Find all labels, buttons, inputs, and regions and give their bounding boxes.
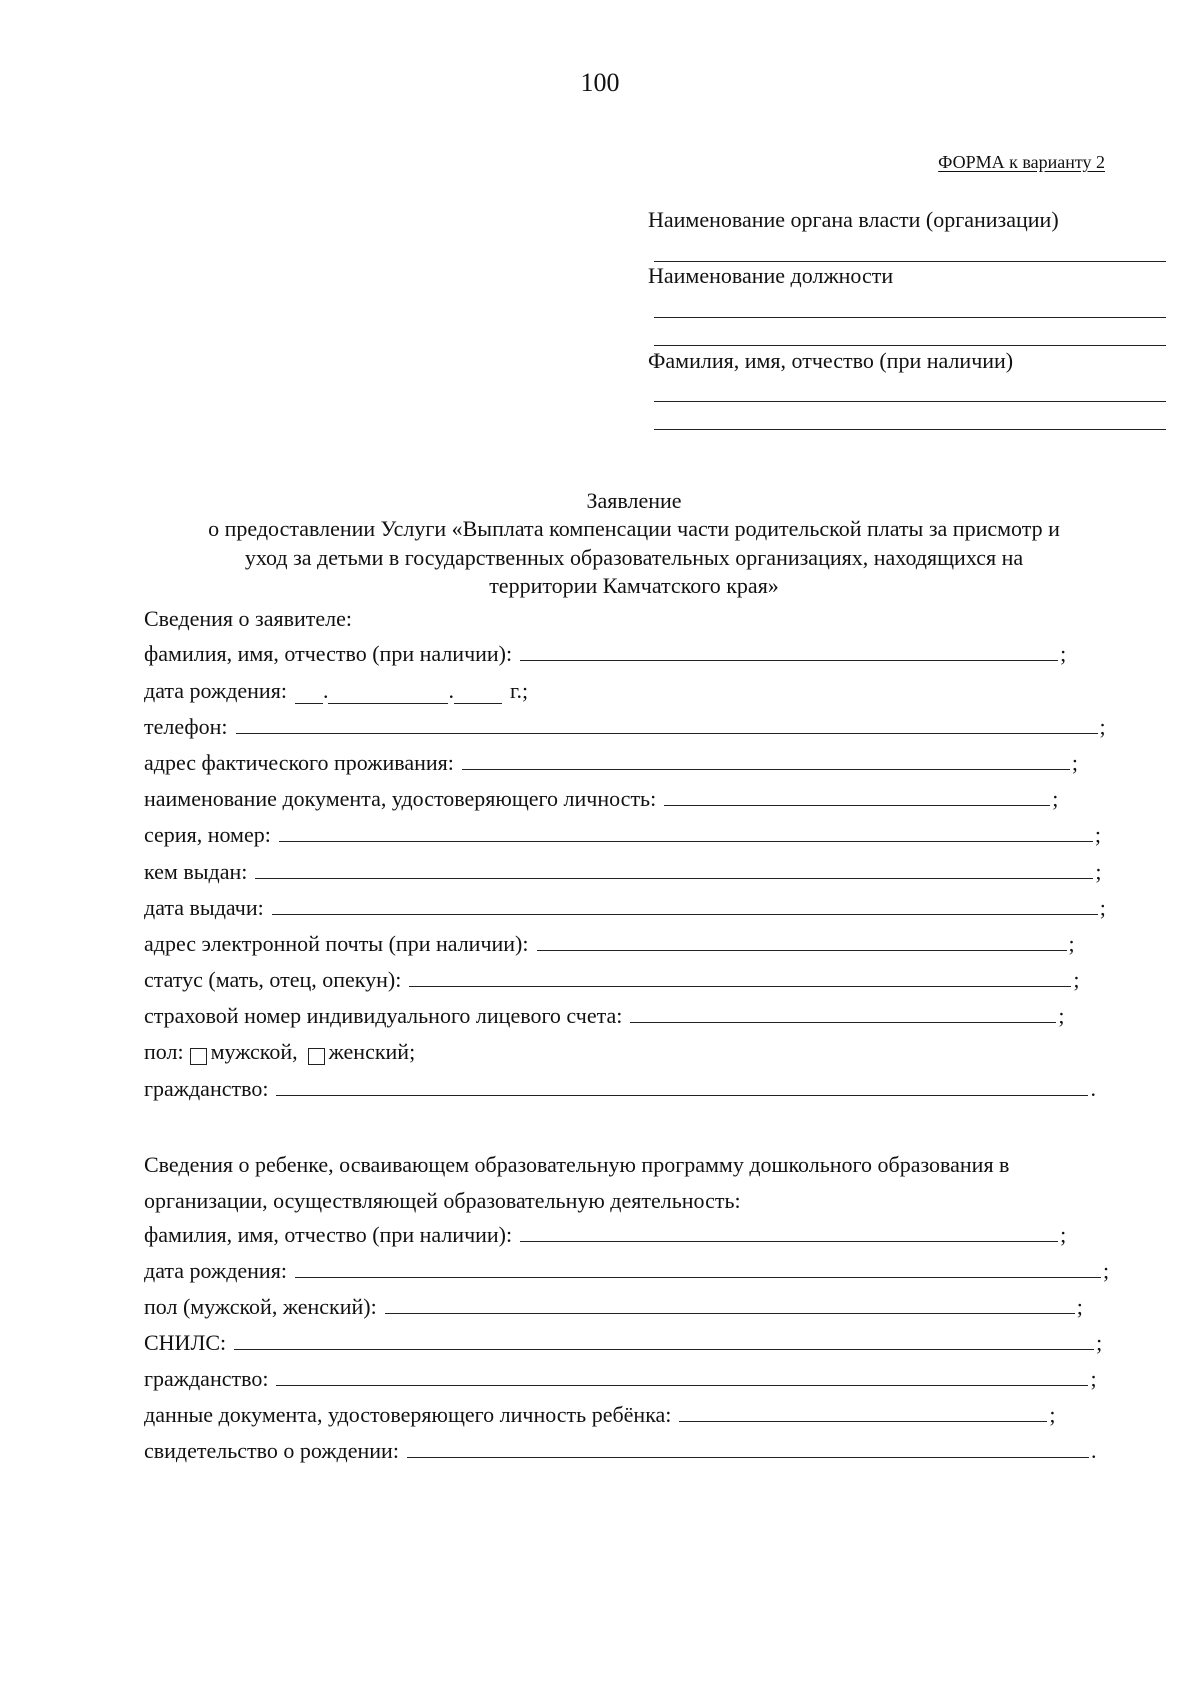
applicant-email-field[interactable] — [537, 949, 1067, 951]
birth-month-field[interactable] — [328, 702, 448, 704]
applicant-section-heading: Сведения о заявителе: — [144, 606, 353, 631]
child-id-doc-field[interactable] — [679, 1420, 1047, 1422]
applicant-series-number-label: серия, номер: — [144, 822, 271, 847]
semicolon: ; — [1073, 967, 1080, 992]
title-line-3: территории Камчатского края» — [489, 573, 779, 598]
semicolon: ; — [1076, 1294, 1083, 1319]
semicolon: ; — [1094, 822, 1101, 847]
applicant-status-label: статус (мать, отец, опекун): — [144, 967, 402, 992]
applicant-address-field[interactable] — [462, 768, 1070, 770]
gender-female-checkbox[interactable] — [308, 1048, 325, 1065]
applicant-gender-row — [144, 1035, 415, 1065]
child-snils-field[interactable] — [234, 1348, 1094, 1350]
semicolon: ; — [1068, 931, 1075, 956]
period: . — [1090, 1076, 1096, 1101]
applicant-fio-row — [144, 637, 1066, 667]
applicant-snils-label: страховой номер индивидуального лицевого счета: — [144, 1003, 623, 1028]
semicolon: ; — [1096, 1330, 1103, 1355]
semicolon: ; — [1071, 750, 1078, 775]
applicant-address-row — [144, 746, 1078, 776]
child-birth-certificate-row — [144, 1434, 1096, 1464]
applicant-series-number-field[interactable] — [279, 840, 1093, 842]
applicant-fio-field[interactable] — [520, 659, 1058, 661]
applicant-citizenship-row — [144, 1072, 1096, 1102]
semicolon: ; — [1049, 1402, 1056, 1427]
child-snils-row — [144, 1326, 1102, 1356]
semicolon: ; — [1090, 1366, 1097, 1391]
applicant-citizenship-field[interactable] — [276, 1094, 1088, 1096]
applicant-issued-by-label: кем выдан: — [144, 859, 248, 884]
child-citizenship-row — [144, 1362, 1097, 1392]
child-fio-label: фамилия, имя, отчество (при наличии): — [144, 1222, 513, 1247]
period: . — [1090, 1438, 1097, 1463]
applicant-issued-by-field[interactable] — [255, 877, 1093, 879]
semicolon: ; — [1060, 641, 1067, 666]
authority-label: Наименование органа власти (организации) — [648, 207, 1059, 232]
applicant-snils-row — [144, 999, 1064, 1029]
position-field-line-2[interactable] — [654, 345, 1166, 346]
semicolon: ; — [1058, 1003, 1065, 1028]
applicant-phone-row — [144, 710, 1106, 740]
child-fio-field[interactable] — [520, 1240, 1058, 1242]
applicant-status-field[interactable] — [409, 985, 1071, 987]
applicant-id-doc-label: наименование документа, удостоверяющего личность: — [144, 786, 657, 811]
year-suffix: г.; — [509, 678, 529, 703]
title-line-1: о предоставлении Услуги «Выплата компенсации части родительской платы за присмотр и — [208, 516, 1060, 541]
applicant-citizenship-label: гражданство: — [144, 1076, 269, 1101]
fio-field-line-1[interactable] — [654, 401, 1166, 402]
child-citizenship-field[interactable] — [276, 1384, 1088, 1386]
child-gender-row — [144, 1290, 1083, 1320]
child-birth-date-field[interactable] — [295, 1276, 1101, 1278]
applicant-birth-date-label: дата рождения: — [144, 678, 287, 703]
fio-label: Фамилия, имя, отчество (при наличии) — [648, 348, 1014, 373]
authority-field[interactable] — [654, 261, 1166, 262]
child-birth-date-row — [144, 1254, 1109, 1284]
gender-female-label: женский; — [328, 1039, 416, 1064]
applicant-series-number-row — [144, 818, 1101, 848]
applicant-id-doc-row — [144, 782, 1058, 812]
child-gender-label: пол (мужской, женский): — [144, 1294, 377, 1319]
applicant-phone-label: телефон: — [144, 714, 228, 739]
applicant-phone-field[interactable] — [236, 732, 1098, 734]
semicolon: ; — [1060, 1222, 1067, 1247]
form-variant-note: ФОРМА к варианту 2 — [938, 152, 1105, 172]
child-birth-date-label: дата рождения: — [144, 1258, 287, 1283]
child-section-heading-line-1: Сведения о ребенке, осваивающем образовательную программу дошкольного образования в — [144, 1152, 1010, 1177]
semicolon: ; — [1052, 786, 1059, 811]
applicant-email-row — [144, 927, 1075, 957]
birth-year-field[interactable] — [454, 702, 502, 704]
applicant-issue-date-field[interactable] — [272, 913, 1098, 915]
applicant-id-doc-field[interactable] — [664, 804, 1050, 806]
applicant-gender-label: пол: — [144, 1039, 184, 1064]
applicant-birth-date-row — [144, 674, 528, 704]
date-separator: . — [448, 678, 454, 703]
applicant-issue-date-row — [144, 891, 1106, 921]
child-birth-certificate-field[interactable] — [407, 1456, 1089, 1458]
child-gender-field[interactable] — [385, 1312, 1075, 1314]
position-label: Наименование должности — [648, 263, 894, 288]
position-field-line-1[interactable] — [654, 317, 1166, 318]
applicant-issue-date-label: дата выдачи: — [144, 895, 264, 920]
document-title: Заявление — [586, 488, 682, 513]
applicant-issued-by-row — [144, 855, 1101, 885]
applicant-email-label: адрес электронной почты (при наличии): — [144, 931, 529, 956]
gender-male-label: мужской, — [210, 1039, 298, 1064]
semicolon: ; — [1095, 859, 1102, 884]
birth-day-field[interactable] — [295, 702, 323, 704]
applicant-fio-label: фамилия, имя, отчество (при наличии): — [144, 641, 513, 666]
title-line-2: уход за детьми в государственных образовательных организациях, находящихся на — [244, 545, 1024, 570]
semicolon: ; — [1102, 1258, 1110, 1283]
fio-field-line-2[interactable] — [654, 429, 1166, 430]
semicolon: ; — [1099, 714, 1106, 739]
applicant-status-row — [144, 963, 1080, 993]
child-id-doc-row — [144, 1398, 1056, 1428]
applicant-snils-field[interactable] — [630, 1021, 1056, 1023]
child-citizenship-label: гражданство: — [144, 1366, 269, 1391]
child-id-doc-label: данные документа, удостоверяющего личность ребёнка: — [144, 1402, 672, 1427]
date-separator: . — [322, 678, 329, 703]
applicant-address-label: адрес фактического проживания: — [144, 750, 454, 775]
child-section-heading-line-2: организации, осуществляющей образовательную деятельность: — [144, 1188, 741, 1213]
gender-male-checkbox[interactable] — [190, 1048, 207, 1065]
child-snils-label: СНИЛС: — [144, 1330, 227, 1355]
child-fio-row — [144, 1218, 1066, 1248]
page-number: 100 — [580, 68, 620, 97]
child-birth-certificate-label: свидетельство о рождении: — [144, 1438, 399, 1463]
semicolon: ; — [1099, 895, 1106, 920]
